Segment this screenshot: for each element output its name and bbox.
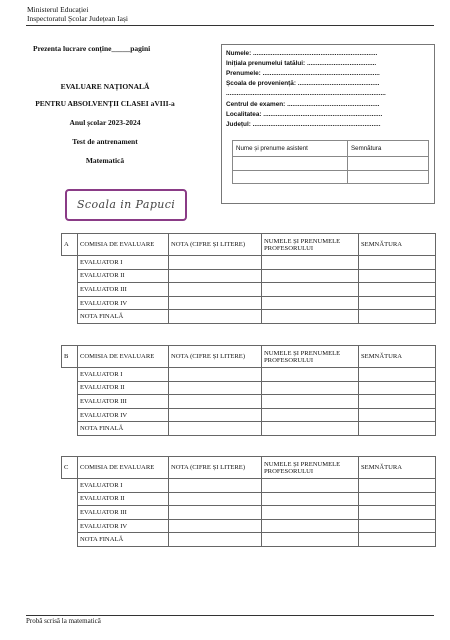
header-grade: NOTA (CIFRE ȘI LITERE) <box>169 346 262 368</box>
id-line-school[interactable]: Școala de proveniență: .............................................. <box>226 80 380 87</box>
row-label: EVALUATOR II <box>78 269 169 283</box>
logo-text: Scoala in Papuci <box>77 198 176 211</box>
pages-blank: _____ <box>111 44 131 53</box>
assistant-cell[interactable] <box>233 157 348 171</box>
row-label: EVALUATOR I <box>78 479 169 493</box>
teacher-cell[interactable] <box>262 492 359 506</box>
header-grade: NOTA (CIFRE ȘI LITERE) <box>169 457 262 479</box>
signature-cell[interactable] <box>359 381 436 395</box>
id-line-exam-center[interactable]: Centrul de examen: .................................................... <box>226 101 380 108</box>
signature-cell[interactable] <box>359 408 436 422</box>
row-label: EVALUATOR IV <box>78 408 169 422</box>
teacher-cell[interactable] <box>262 479 359 493</box>
assistant-cell[interactable] <box>348 170 429 184</box>
grade-cell[interactable] <box>169 395 262 409</box>
row-label: NOTA FINALĂ <box>78 533 169 547</box>
id-line-first-name[interactable]: Prenumele: .................................................................. <box>226 70 380 77</box>
grade-cell[interactable] <box>169 519 262 533</box>
header-signature: SEMNĂTURA <box>359 234 436 256</box>
assistant-cell[interactable] <box>348 157 429 171</box>
header-signature: SEMNĂTURA <box>359 457 436 479</box>
teacher-cell[interactable] <box>262 310 359 324</box>
id-line-name[interactable]: Numele: ...................................................................... <box>226 50 378 57</box>
row-label: EVALUATOR II <box>78 381 169 395</box>
grade-cell[interactable] <box>169 479 262 493</box>
header-teacher: NUMELE ȘI PRENUMELE PROFESORULUI <box>262 234 359 256</box>
header-teacher: NUMELE ȘI PRENUMELE PROFESORULUI <box>262 457 359 479</box>
id-line-county[interactable]: Județul: ........................................................................ <box>226 121 381 128</box>
signature-cell[interactable] <box>359 310 436 324</box>
header-teacher: NUMELE ȘI PRENUMELE PROFESORULUI <box>262 346 359 368</box>
grade-cell[interactable] <box>169 408 262 422</box>
signature-cell[interactable] <box>359 395 436 409</box>
teacher-cell[interactable] <box>262 283 359 297</box>
assistant-cell[interactable] <box>233 170 348 184</box>
evaluation-table-c <box>61 456 436 547</box>
assistant-table <box>232 140 429 184</box>
signature-cell[interactable] <box>359 283 436 297</box>
teacher-cell[interactable] <box>262 395 359 409</box>
id-line-school-cont[interactable]: .......................................................................................... <box>226 90 386 97</box>
grade-cell[interactable] <box>169 256 262 270</box>
header-commission: COMISIA DE EVALUARE <box>78 457 169 479</box>
school-year: Anul școlar 2023-2024 <box>69 118 141 127</box>
id-line-locality[interactable]: Localitatea: ................................................................... <box>226 111 383 118</box>
assistant-name-header: Nume și prenume asistent <box>233 141 348 157</box>
table-letter: A <box>62 234 78 256</box>
grade-cell[interactable] <box>169 368 262 382</box>
student-id-box <box>221 44 435 204</box>
row-label: NOTA FINALĂ <box>78 422 169 436</box>
pages-suffix: pagini <box>130 44 151 53</box>
signature-cell[interactable] <box>359 269 436 283</box>
id-line-father-initial[interactable]: Inițiala prenumelui tatălui: ....................................... <box>226 60 377 67</box>
teacher-cell[interactable] <box>262 381 359 395</box>
footer-rule <box>26 615 434 616</box>
signature-cell[interactable] <box>359 479 436 493</box>
row-label: EVALUATOR III <box>78 506 169 520</box>
signature-cell[interactable] <box>359 492 436 506</box>
teacher-cell[interactable] <box>262 269 359 283</box>
signature-cell[interactable] <box>359 422 436 436</box>
header-commission: COMISIA DE EVALUARE <box>78 234 169 256</box>
evaluation-table-a <box>61 233 436 324</box>
row-label: EVALUATOR I <box>78 256 169 270</box>
footer-text: Probă scrisă la matematică <box>26 617 101 625</box>
test-type: Test de antrenament <box>72 137 138 146</box>
signature-cell[interactable] <box>359 296 436 310</box>
grade-cell[interactable] <box>169 381 262 395</box>
grade-cell[interactable] <box>169 506 262 520</box>
signature-cell[interactable] <box>359 519 436 533</box>
header-signature: SEMNĂTURA <box>359 346 436 368</box>
teacher-cell[interactable] <box>262 408 359 422</box>
grade-cell[interactable] <box>169 310 262 324</box>
school-logo <box>65 189 187 221</box>
signature-cell[interactable] <box>359 533 436 547</box>
teacher-cell[interactable] <box>262 296 359 310</box>
header-ministry: Ministerul Educației <box>27 5 89 14</box>
exam-title: EVALUARE NAȚIONALĂ <box>60 82 150 91</box>
teacher-cell[interactable] <box>262 422 359 436</box>
header-rule <box>26 25 434 26</box>
grade-cell[interactable] <box>169 492 262 506</box>
row-label: NOTA FINALĂ <box>78 310 169 324</box>
teacher-cell[interactable] <box>262 256 359 270</box>
teacher-cell[interactable] <box>262 368 359 382</box>
row-label: EVALUATOR III <box>78 283 169 297</box>
signature-cell[interactable] <box>359 506 436 520</box>
row-label: EVALUATOR II <box>78 492 169 506</box>
pages-line <box>33 44 150 53</box>
subject: Matematică <box>85 156 125 165</box>
grade-cell[interactable] <box>169 296 262 310</box>
header-grade: NOTA (CIFRE ȘI LITERE) <box>169 234 262 256</box>
teacher-cell[interactable] <box>262 506 359 520</box>
grade-cell[interactable] <box>169 422 262 436</box>
assistant-signature-header: Semnătura <box>348 141 429 157</box>
teacher-cell[interactable] <box>262 533 359 547</box>
header-commission: COMISIA DE EVALUARE <box>78 346 169 368</box>
signature-cell[interactable] <box>359 256 436 270</box>
row-label: EVALUATOR I <box>78 368 169 382</box>
row-label: EVALUATOR III <box>78 395 169 409</box>
pages-prefix: Prezenta lucrare conține <box>33 44 112 53</box>
header-inspectorate: Inspectoratul Școlar Județean Iași <box>27 14 129 23</box>
grade-cell[interactable] <box>169 533 262 547</box>
signature-cell[interactable] <box>359 368 436 382</box>
teacher-cell[interactable] <box>262 519 359 533</box>
grade-cell[interactable] <box>169 269 262 283</box>
table-letter: B <box>62 346 78 368</box>
exam-subtitle: PENTRU ABSOLVENȚII CLASEI aVIII-a <box>35 99 175 108</box>
table-letter: C <box>62 457 78 479</box>
row-label: EVALUATOR IV <box>78 519 169 533</box>
grade-cell[interactable] <box>169 283 262 297</box>
row-label: EVALUATOR IV <box>78 296 169 310</box>
evaluation-table-b <box>61 345 436 436</box>
